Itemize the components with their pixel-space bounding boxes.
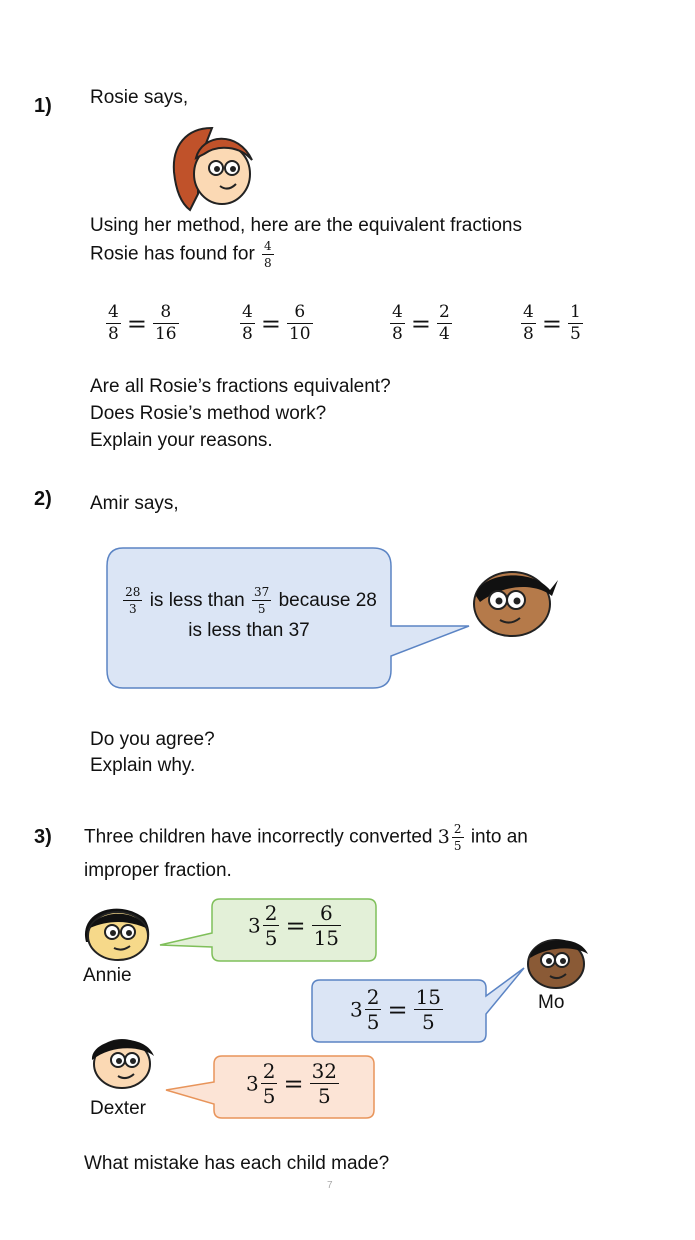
mixed-whole: 3 — [350, 997, 363, 1022]
q1-pair-2: $\frac{4}{8}$ = $\frac{6}{10}$ — [242, 302, 311, 344]
mo-answer: 3 $\frac{2}{5}$ = $\frac{15}{5}$ — [350, 985, 442, 1034]
denominator: 5 — [264, 926, 278, 950]
numerator: 2 — [438, 302, 450, 322]
question-number-3: 3) — [34, 826, 52, 848]
dexter-answer: 3 $\frac{2}{5}$ = $\frac{32}{5}$ — [246, 1059, 338, 1108]
dexter-avatar — [88, 1034, 156, 1090]
annie-answer: 3 $\frac{2}{5}$ = $\frac{6}{15}$ — [248, 901, 340, 950]
q1-pair-1: $\frac{4}{8}$ = $\frac{8}{16}$ — [108, 302, 177, 344]
numerator: 8 — [160, 302, 172, 322]
bubble-text-1: is less than — [149, 590, 245, 611]
q2-intro: Amir says, — [90, 493, 179, 514]
q3-line1-wrap — [84, 823, 528, 852]
q1-question-2: Does Rosie’s method work? — [90, 403, 327, 424]
q1-line2: Rosie has found for — [90, 243, 255, 265]
denominator: 8 — [242, 324, 253, 344]
denominator: 15 — [313, 926, 340, 950]
amir-avatar — [470, 566, 560, 638]
question-number-2: 2) — [34, 488, 52, 510]
denominator: 8 — [523, 324, 534, 344]
numerator: 4 — [264, 239, 272, 253]
numerator: 28 — [125, 585, 141, 600]
child-name-dexter: Dexter — [90, 1098, 146, 1119]
numerator: 4 — [523, 302, 534, 322]
amir-bubble-text — [108, 586, 390, 646]
numerator: 6 — [294, 302, 306, 322]
annie-avatar — [78, 902, 152, 962]
denominator: 5 — [257, 602, 266, 617]
denominator: 5 — [453, 839, 462, 853]
page-number: 7 — [327, 1180, 333, 1191]
q3-line1: Three children have incorrectly converted — [84, 826, 433, 848]
denominator: 16 — [154, 324, 177, 344]
numerator: 2 — [366, 985, 380, 1009]
q1-pair-3: $\frac{4}{8}$ = $\frac{2}{4}$ — [392, 302, 450, 344]
numerator: 15 — [415, 985, 442, 1009]
q2-question-2: Explain why. — [90, 755, 196, 776]
q1-base-fraction — [262, 240, 274, 269]
q1-line1: Using her method, here are the equivalent fractions — [90, 215, 522, 236]
bubble-text-2: because 28 — [278, 590, 377, 611]
q1-question-3: Explain your reasons. — [90, 430, 273, 451]
mixed-whole: 3 — [248, 913, 261, 938]
denominator: 3 — [128, 602, 137, 617]
numerator: 4 — [242, 302, 253, 322]
q3-line1-end: into an — [470, 826, 528, 848]
numerator: 4 — [392, 302, 403, 322]
denominator: 5 — [366, 1010, 380, 1034]
q3-line2: improper fraction. — [84, 860, 232, 881]
denominator: 4 — [438, 324, 450, 344]
mixed-whole: 3 — [437, 826, 450, 848]
mixed-whole: 3 — [246, 1071, 259, 1096]
numerator: 1 — [569, 302, 581, 322]
numerator: 2 — [262, 1059, 276, 1083]
denominator: 8 — [108, 324, 119, 344]
q2-question-1: Do you agree? — [90, 729, 215, 750]
denominator: 5 — [569, 324, 581, 344]
denominator: 5 — [421, 1010, 435, 1034]
numerator: 2 — [453, 822, 462, 836]
q1-intro: Rosie says, — [90, 87, 189, 108]
q1-line2-wrap — [90, 240, 276, 269]
denominator: 8 — [392, 324, 403, 344]
q1-pair-4: $\frac{4}{8}$ = $\frac{1}{5}$ — [523, 302, 581, 344]
child-name-mo: Mo — [538, 992, 565, 1013]
q3-question: What mistake has each child made? — [84, 1153, 390, 1174]
bubble-text-3: is less than 37 — [188, 620, 310, 641]
mo-avatar — [524, 934, 592, 990]
question-number-1: 1) — [34, 95, 52, 117]
rosie-avatar — [168, 124, 260, 216]
q1-question-1: Are all Rosie’s fractions equivalent? — [90, 376, 391, 397]
child-name-annie: Annie — [83, 965, 132, 986]
numerator: 37 — [254, 585, 270, 600]
denominator: 8 — [264, 256, 272, 270]
denominator: 5 — [317, 1084, 331, 1108]
numerator: 32 — [311, 1059, 338, 1083]
denominator: 5 — [262, 1084, 276, 1108]
denominator: 10 — [288, 324, 311, 344]
numerator: 4 — [108, 302, 119, 322]
numerator: 6 — [319, 901, 333, 925]
numerator: 2 — [264, 901, 278, 925]
